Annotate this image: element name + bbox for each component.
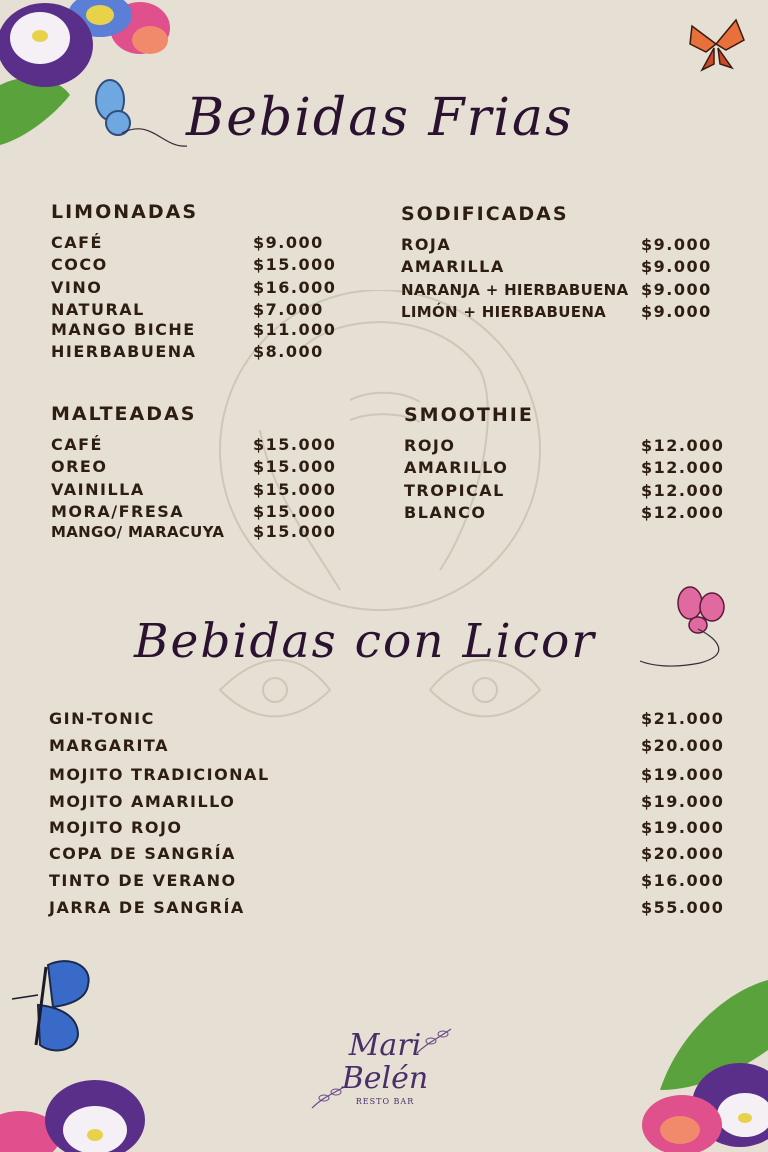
section-heading-malteadas: MALTEADAS [51,403,197,425]
menu-item-name: MOJITO ROJO [49,818,183,837]
blue-morpho-butterfly-icon [8,955,98,1055]
menu-item-price: $20.000 [641,736,725,755]
menu-item-price: $15.000 [253,255,337,274]
logo-tagline: RESTO BAR [355,1097,415,1106]
menu-item-name: JARRA DE SANGRÍA [49,898,245,917]
logo-line-1: Mari [348,1028,422,1063]
menu-item-name: MARGARITA [49,736,169,755]
pink-butterfly-icon [640,585,730,675]
menu-item-name: NARANJA + HIERBABUENA [401,281,629,299]
menu-item-price: $19.000 [641,818,725,837]
menu-item-name: GIN-TONIC [49,709,155,728]
menu-item-name: MOJITO AMARILLO [49,792,236,811]
menu-item-price: $9.000 [253,233,324,252]
menu-item-price: $12.000 [641,503,725,522]
menu-item-price: $15.000 [253,502,337,521]
menu-item-price: $15.000 [253,522,337,541]
menu-item-name: CAFÉ [51,233,103,252]
section-heading-smoothie: SMOOTHIE [404,404,534,426]
menu-item-price: $9.000 [641,257,712,276]
pansy-flowers-bottom-right [640,980,768,1152]
menu-item-name: COCO [51,255,108,274]
menu-item-name: VINO [51,278,103,297]
menu-item-name: MORA/FRESA [51,502,185,521]
menu-item-price: $8.000 [253,342,324,361]
menu-item-price: $9.000 [641,235,712,254]
menu-item-name: NATURAL [51,300,145,319]
menu-item-price: $12.000 [641,436,725,455]
pansy-flowers-bottom-left [0,1075,160,1152]
menu-item-price: $7.000 [253,300,324,319]
menu-item-price: $15.000 [253,480,337,499]
menu-item-price: $55.000 [641,898,725,917]
menu-item-price: $20.000 [641,844,725,863]
menu-item-price: $16.000 [641,871,725,890]
watermark-illustration [180,290,580,770]
menu-item-name: ROJA [401,235,452,254]
menu-item-price: $9.000 [641,280,712,299]
menu-item-price: $16.000 [253,278,337,297]
menu-item-name: MANGO/ MARACUYA [51,523,225,541]
menu-item-name: AMARILLA [401,257,505,276]
menu-item-price: $15.000 [253,457,337,476]
section-heading-sodificadas: SODIFICADAS [401,203,569,225]
menu-item-name: TROPICAL [404,481,505,500]
menu-item-name: COPA DE SANGRÍA [49,844,236,863]
section-heading-limonadas: LIMONADAS [51,201,199,223]
title-bebidas-frias: Bebidas Frias [186,88,574,148]
menu-item-name: VAINILLA [51,480,145,499]
title-bebidas-con-licor: Bebidas con Licor [134,614,596,669]
menu-item-name: ROJO [404,436,456,455]
menu-item-name: TINTO DE VERANO [49,871,237,890]
menu-item-name: HIERBABUENA [51,342,197,361]
menu-item-price: $15.000 [253,435,337,454]
menu-item-name: MOJITO TRADICIONAL [49,765,270,784]
orange-butterfly-icon [686,14,748,76]
menu-item-price: $19.000 [641,765,725,784]
menu-item-price: $19.000 [641,792,725,811]
menu-item-name: AMARILLO [404,458,509,477]
menu-item-name: OREO [51,457,108,476]
menu-item-price: $11.000 [253,320,337,339]
menu-item-name: BLANCO [404,503,487,522]
blue-butterfly-icon [82,78,192,153]
menu-item-name: LIMÓN + HIERBABUENA [401,303,607,321]
menu-item-price: $12.000 [641,458,725,477]
mari-belen-logo [310,1025,460,1115]
menu-item-name: MANGO BICHE [51,320,196,339]
menu-item-name: CAFÉ [51,435,103,454]
menu-item-price: $9.000 [641,302,712,321]
menu-item-price: $12.000 [641,481,725,500]
logo-line-2: Belén [341,1061,429,1096]
menu-item-price: $21.000 [641,709,725,728]
